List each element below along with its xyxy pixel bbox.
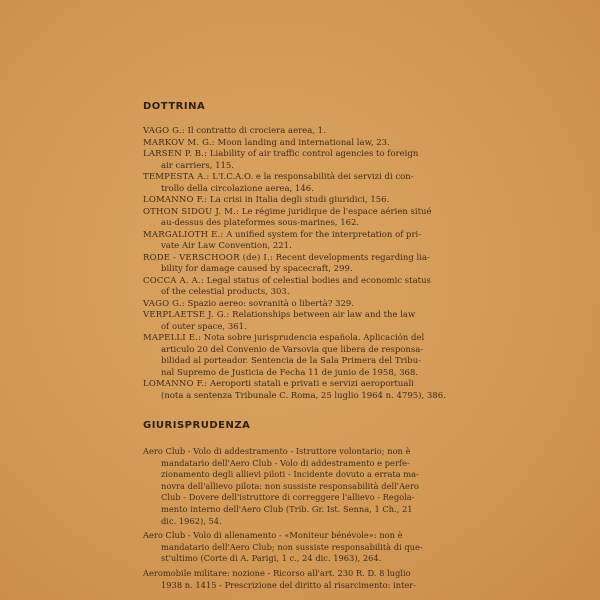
bibliography-entry — [143, 333, 473, 379]
entry-text-line: A unified system for the interpretation of pri- — [226, 229, 422, 240]
case-text-line: zionamento degli allievi piloti - Incidente dovuto a errata ma- — [161, 469, 419, 480]
entry-text-line: Relationships between air law and the law — [232, 310, 416, 320]
entry-author: VAGO G.: — [143, 126, 185, 136]
entry-text-line: Nota sobre jurisprudencia española. Aplicación del — [203, 333, 425, 343]
case-text-line: mandatario dell'Aero Club - Volo di addestramento e perfe- — [161, 457, 410, 468]
entry-author: MARGALIOTH E.: — [143, 229, 224, 240]
dottrina-list — [143, 126, 473, 402]
bibliography-entry — [143, 138, 473, 150]
entry-text-line: Recent developments regarding lia- — [275, 252, 430, 263]
entry-author: TEMPESTA A.: — [143, 172, 210, 182]
case-text-line: dic. 1962), 54. — [161, 515, 222, 526]
section-title-giurisprudenza: GIURISPRUDENZA — [143, 420, 251, 431]
entry-text-line: of outer space, 361. — [161, 321, 247, 332]
bibliography-entry — [143, 172, 473, 195]
entry-text-line: Moon landing and international law, 23. — [217, 137, 390, 148]
case-text-line: Club - Dovere dell'istruttore di correggere l'allievo - Regola- — [161, 492, 415, 503]
giurisprudenza-list — [143, 446, 473, 594]
bibliography-entry — [143, 149, 473, 172]
case-entry — [143, 446, 473, 527]
entry-text-line: Aeroporti statali e privati e servizi aeroportuali — [210, 379, 414, 389]
bibliography-entry — [143, 379, 473, 402]
bibliography-entry — [143, 230, 473, 253]
bibliography-entry — [143, 195, 473, 207]
bibliography-entry — [143, 126, 473, 138]
entry-author: RODE - VERSCHOOR (de) I.: — [143, 252, 273, 263]
bibliography-entry — [143, 299, 473, 311]
case-entry — [143, 568, 473, 591]
case-text-line: mandatario dell'Aero Club; non sussiste responsabilità di que- — [161, 541, 423, 552]
entry-author: VAGO G.: — [143, 298, 185, 309]
case-text-line: 1938 n. 1415 - Prescrizione del diritto al risarcimento: inter- — [161, 579, 417, 590]
entry-text-line: au-dessus des plateformes sous-marines, 162. — [161, 218, 360, 228]
entry-text-line: bility for damage caused by spacecraft, 299. — [161, 264, 353, 274]
entry-text-line: nal Supremo de Justicia de Fecha 11 de junio de 1958, 368. — [161, 367, 419, 378]
entry-text-line: Liability of air traffic control agencies to foreign — [209, 149, 419, 159]
entry-text-line: La crisi in Italia degli studi giuridici, 156. — [210, 195, 390, 205]
entry-text-line: Spazio aereo: sovranità o libertà? 329. — [187, 298, 355, 309]
entry-author: MARKOV M. G.: — [143, 137, 215, 148]
entry-author: LOMANNO F.: — [143, 379, 208, 389]
entry-author: OTHON SIDOU J. M.: — [143, 206, 240, 217]
bibliography-entry — [143, 310, 473, 333]
entry-text-line: bilidad al porteador. Sentencia de la Sala Primera del Tribu- — [161, 356, 422, 366]
entry-text-line: vate Air Law Convention, 221. — [161, 241, 292, 251]
entry-author: MAPELLI E.: — [143, 333, 202, 343]
entry-text-line: Il contratto di crociera aerea, 1. — [187, 126, 326, 136]
entry-text-line: Legal status of celestial bodies and economic status — [206, 275, 431, 286]
entry-text-line: of the celestial products, 303. — [161, 287, 290, 297]
entry-text-line: (nota a sentenza Tribunale C. Roma, 25 luglio 1964 n. 4795), 386. — [161, 390, 446, 401]
section-title-dottrina: DOTTRINA — [143, 101, 206, 112]
case-text-line: mento interno dell'Aero Club (Trib. Gr. Ist. Senna, 1 Ch., 21 — [161, 503, 413, 514]
entry-text-line: articulo 20 del Convenio de Varsovia que libera de responsa- — [161, 344, 424, 355]
entry-author: VERPLAETSE J. G.: — [143, 310, 230, 320]
bibliography-entry — [143, 276, 473, 299]
entry-author: COCCA A. A.: — [143, 275, 204, 286]
entry-text-line: Le régime juridique de l'espace aérien situé — [241, 206, 432, 217]
entry-text-line: air carriers, 115. — [161, 160, 235, 171]
case-text-line: Aero Club - Volo di allenamento - «Moniteur bénévole»: non è — [143, 530, 403, 541]
entry-text-line: trollo della circolazione aerea, 146. — [161, 183, 314, 194]
entry-author: LOMANNO F.: — [143, 195, 208, 205]
case-text-line: novra dell'allievo pilota: non sussiste responsabilità dell'Aero — [161, 480, 419, 491]
bibliography-entry — [143, 207, 473, 230]
entry-author: LARSEN P. B.: — [143, 149, 208, 159]
case-text-line: Aero Club - Volo di addestramento - Istruttore volontario; non è — [143, 446, 411, 456]
case-text-line: st'ultimo (Corte di A. Parigi, 1 c., 24 dic. 1963), 264. — [161, 553, 382, 564]
entry-text-line: L'I.C.A.O. e la responsabilità dei servizi di con- — [212, 172, 414, 182]
case-text-line: Aeromobile militare: nozione - Ricorso all'art. 230 R. D. 8 luglio — [143, 567, 411, 578]
bibliography-entry — [143, 253, 473, 276]
case-entry — [143, 530, 473, 565]
